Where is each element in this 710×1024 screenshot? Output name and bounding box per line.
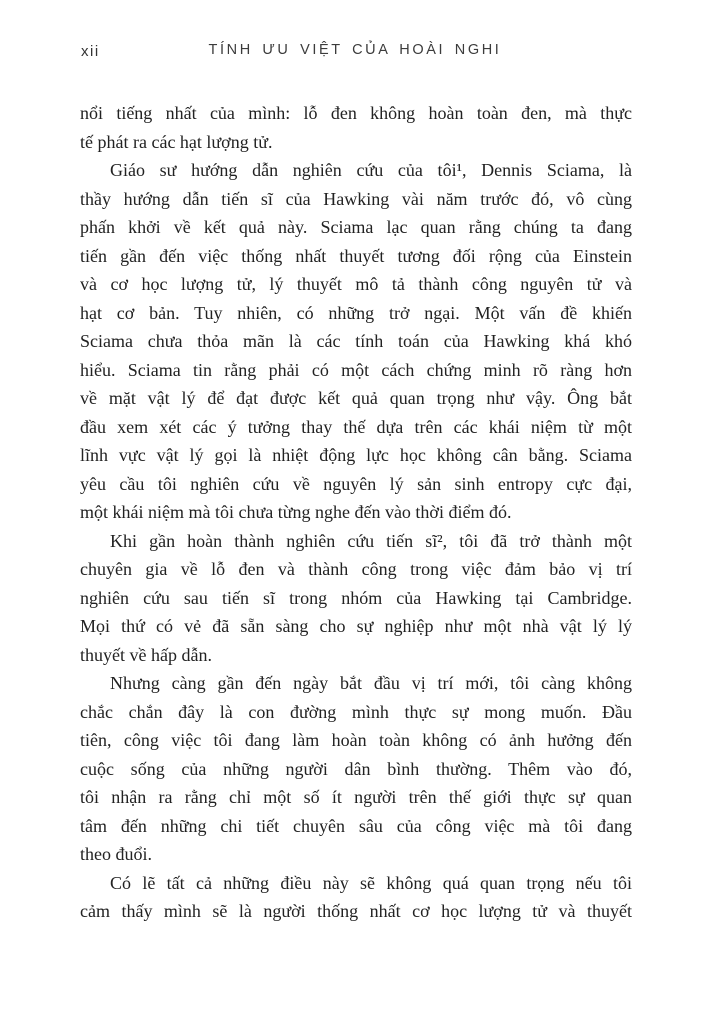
text-line: phấn khởi về kết quả này. Sciama lạc quan rằng chúng ta đang (80, 217, 632, 237)
text-line: tiến gần đến việc thống nhất thuyết tương đối rộng của Einstein (80, 245, 632, 266)
text-line: cuộc sống của những người dân bình thường. Thêm vào đó, (80, 758, 632, 779)
text-line: chuyên gia về lỗ đen và thành công trong việc đảm bảo vị trí (80, 559, 632, 579)
paragraph (80, 527, 632, 670)
paragraph (80, 99, 632, 156)
text-line: về mặt vật lý để đạt được kết quả quan trọng như vậy. Ông bắt (80, 388, 632, 408)
page-header (0, 42, 710, 64)
paragraph (80, 669, 632, 869)
text-line: nghiên cứu sau tiến sĩ trong nhóm của Hawking tại Cambridge. (80, 587, 632, 608)
text-line: Có lẽ tất cả những điều này sẽ không quá quan trọng nếu tôi (110, 872, 632, 893)
text-line: chắc chắn đây là con đường mình thực sự mong muốn. Đầu (80, 701, 632, 722)
text-line: nổi tiếng nhất của mình: lỗ đen không hoàn toàn đen, mà thực (80, 103, 632, 123)
text-line: yêu cầu tôi nghiên cứu về nguyên lý sản sinh entropy cực đại, (80, 473, 632, 494)
text-line: một khái niệm mà tôi chưa từng nghe đến vào thời điểm đó. (80, 502, 512, 522)
page-number: xii (81, 43, 100, 60)
text-line: và cơ học lượng tử, lý thuyết mô tả thành công nguyên tử và (80, 274, 632, 294)
text-line: tôi nhận ra rằng chỉ một số ít người trên thế giới thực sự quan (80, 787, 632, 807)
text-line: tâm đến những chi tiết chuyên sâu của công việc mà tôi đang (80, 815, 632, 836)
text-line: tế phát ra các hạt lượng tử. (80, 131, 273, 152)
text-line: thầy hướng dẫn tiến sĩ của Hawking vài năm trước đó, vô cùng (80, 188, 632, 209)
paragraph (80, 869, 632, 926)
text-line: theo đuổi. (80, 844, 152, 864)
text-line: Mọi thứ có vẻ đã sẵn sàng cho sự nghiệp như một nhà vật lý lý (80, 616, 632, 636)
text-line: Sciama chưa thỏa mãn là các tính toán của Hawking khá khó (80, 331, 632, 351)
text-line: Nhưng càng gần đến ngày bắt đầu vị trí mới, tôi càng không (110, 673, 632, 693)
text-line: Khi gần hoàn thành nghiên cứu tiến sĩ², tôi đã trở thành một (110, 530, 632, 551)
text-line: hiểu. Sciama tin rằng phải có một cách chứng minh rõ ràng hơn (80, 359, 632, 380)
text-line: tiên, công việc tôi đang làm hoàn toàn không có ảnh hưởng đến (80, 730, 632, 750)
text-line: thuyết về hấp dẫn. (80, 644, 212, 665)
body-text (80, 99, 632, 926)
text-line: đầu xem xét các ý tưởng thay thế dựa trên các khái niệm từ một (80, 416, 632, 437)
running-title: TÍNH ƯU VIỆT CỦA HOÀI NGHI (208, 42, 502, 58)
text-line: Giáo sư hướng dẫn nghiên cứu của tôi¹, Dennis Sciama, là (110, 160, 632, 180)
paragraph (80, 156, 632, 527)
text-line: lĩnh vực vật lý gọi là nhiệt động lực học không cân bằng. Sciama (80, 445, 632, 465)
text-line: hạt cơ bản. Tuy nhiên, có những trở ngại. Một vấn đề khiến (80, 302, 632, 323)
text-line: cảm thấy mình sẽ là người thống nhất cơ học lượng tử và thuyết (80, 901, 632, 921)
